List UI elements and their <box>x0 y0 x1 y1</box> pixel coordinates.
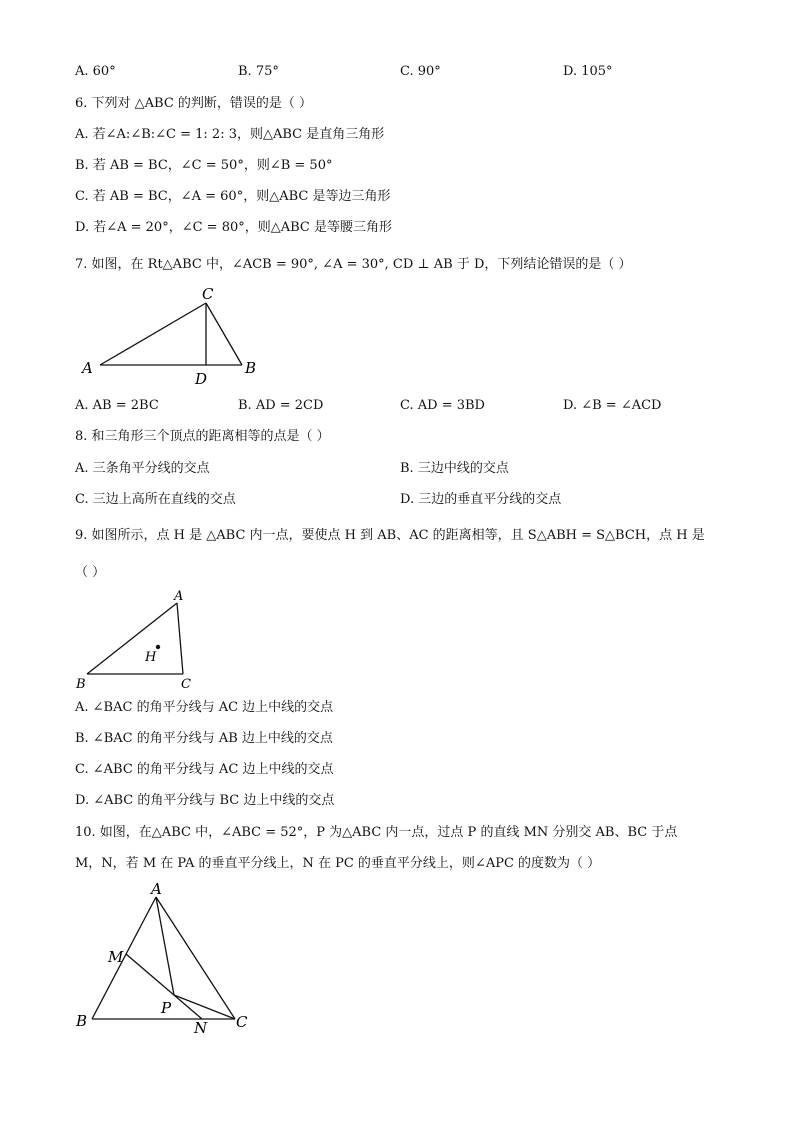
q9-stem-continued: （ ） <box>75 565 106 580</box>
q10-label-p: P <box>161 999 172 1017</box>
q6-option-c: C. 若 AB = BC，∠A = 60°，则△ABC 是等边三角形 <box>75 189 391 204</box>
q10-stem-continued: M，N，若 M 在 PA 的垂直平分线上，N 在 PC 的垂直平分线上，则∠APC 的度数为（ ） <box>75 856 601 871</box>
q9-option-d: D. ∠ABC 的角平分线与 BC 边上中线的交点 <box>75 793 335 808</box>
q9-point-h <box>156 645 160 649</box>
q8-option-c: C. 三边上高所在直线的交点 <box>75 492 236 507</box>
q7-label-b: B <box>245 359 257 377</box>
q10-figure <box>70 880 270 1040</box>
q9-option-b: B. ∠BAC 的角平分线与 AB 边上中线的交点 <box>75 731 333 746</box>
q10-label-b: B <box>76 1012 88 1030</box>
q8-option-d: D. 三边的垂直平分线的交点 <box>400 492 562 507</box>
q5-option-c: C. 90° <box>400 64 441 79</box>
q6-option-d: D. 若∠A = 20°，∠C = 80°，则△ABC 是等腰三角形 <box>75 220 393 235</box>
q7-option-d: D. ∠B = ∠ACD <box>563 398 662 413</box>
q10-label-a: A <box>151 880 162 898</box>
q9-segment-ab <box>87 603 177 674</box>
q9-option-c: C. ∠ABC 的角平分线与 AC 边上中线的交点 <box>75 762 334 777</box>
q10-stem: 10. 如图，在△ABC 中，∠ABC = 52°，P 为△ABC 内一点，过点 P 的直线 MN 分别交 AB、BC 于点 <box>75 825 678 840</box>
q7-option-a: A. AB = 2BC <box>75 398 159 413</box>
q9-label-h: H <box>145 650 157 665</box>
q5-option-a: A. 60° <box>75 64 116 79</box>
q7-label-a: A <box>82 359 93 377</box>
q10-segment-pc <box>174 995 235 1019</box>
q7-segment-ac <box>100 303 206 365</box>
q7-label-d: D <box>195 370 208 388</box>
q6-stem: 6. 下列对 △ABC 的判断，错误的是（ ） <box>75 96 313 111</box>
q6-option-b: B. 若 AB = BC，∠C = 50°，则∠B = 50° <box>75 158 333 173</box>
q7-figure <box>70 282 270 392</box>
q9-label-a: A <box>174 589 184 604</box>
q9-segment-ac <box>177 603 183 674</box>
q7-option-c: C. AD = 3BD <box>400 398 485 413</box>
q9-label-b: B <box>76 677 86 692</box>
q5-option-b: B. 75° <box>238 64 279 79</box>
q10-label-c: C <box>236 1013 248 1031</box>
q8-stem: 8. 和三角形三个顶点的距离相等的点是（ ） <box>75 429 330 444</box>
q8-option-b: B. 三边中线的交点 <box>400 461 509 476</box>
q9-option-a: A. ∠BAC 的角平分线与 AC 边上中线的交点 <box>75 700 334 715</box>
q7-label-c: C <box>202 285 214 303</box>
q10-segment-ab <box>92 897 156 1019</box>
q6-option-a: A. 若∠A:∠B:∠C = 1: 2: 3，则△ABC 是直角三角形 <box>75 127 385 142</box>
q9-figure <box>70 586 210 694</box>
q8-option-a: A. 三条角平分线的交点 <box>75 461 210 476</box>
q9-stem: 9. 如图所示，点 H 是 △ABC 内一点，要使点 H 到 AB、AC 的距离相等，且 S△ABH = S△BCH，点 H 是 <box>75 528 705 543</box>
q7-segment-bc <box>206 303 242 365</box>
q10-label-n: N <box>194 1019 208 1037</box>
q7-stem: 7. 如图，在 Rt△ABC 中，∠ACB = 90°, ∠A = 30°, CD ⊥ AB 于 D，下列结论错误的是（ ） <box>75 257 632 272</box>
q7-option-b: B. AD = 2CD <box>238 398 324 413</box>
q5-option-d: D. 105° <box>563 64 613 79</box>
q10-label-m: M <box>108 948 124 966</box>
q9-label-c: C <box>181 677 191 692</box>
